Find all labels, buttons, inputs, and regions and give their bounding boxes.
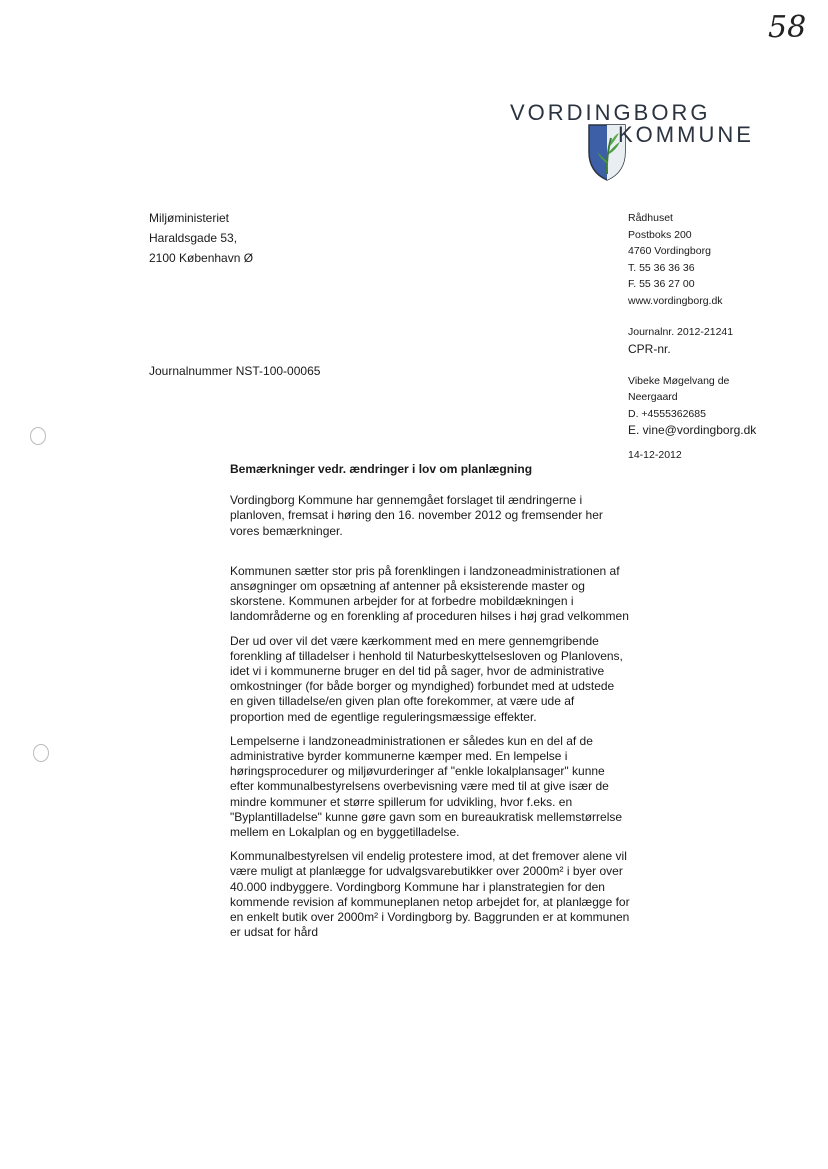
sender-website: www.vordingborg.dk [628,294,723,307]
recipient-city: 2100 København Ø [149,251,254,265]
contact-name-line2: Neergaard [628,391,678,403]
paragraph: Kommunalbestyrelsen vil endelig protestere imod, at det fremover alene vil være muligt at planlægge for udvalgsvarebutikker over 2000m² i byer over 40.000 indbyggere. Vordingborg Kommune har i planstrategien for den kommende revision af kommuneplanen netop arbejdet for, at planlægge for en enkelt butik over 2000m² i Vordingborg by. Baggrunden er at kommunen er udsat for hård [230,849,630,940]
sender-fax: F. 55 36 27 00 [628,278,695,290]
sender-cpr: CPR-nr. [628,341,671,356]
paragraph: Lempelserne i landzoneadministrationen er således kun en del af de administrative byrder kommunerne kæmper med. En lempelse i høringsprocedurer og miljøvurderinger af "enkle lokalplansager" kunne efter kommunalbestyrelsens overbevisning være med til at give især de mindre kommuner et større spillerum for udvikling, hvor f.eks. en "Byplantilladelse" kunne gøre gavn som en bureaukratisk mellemstørrelse mellem en Lokalplan og en byggetilladelse. [230,733,623,840]
sender-phone: T. 55 36 36 36 [628,261,695,274]
paragraph: Der ud over vil det være kærkomment med en mere gennemgribende forenkling af tilladelser i henhold til Naturbeskyttelsesloven og Planlovens, idet vi i kommunerne bruger en del tid på sager, hvor de administrative omkostninger (for både borger og myndighed) forbundet med at udstede en given tilladelse/en given plan ofte forekommer, at være ude af proportion med de egentlige reguleringsmæssige effekter. [230,633,623,724]
recipient-name: Miljøministeriet [149,211,230,225]
sender-journal-number: Journalnr. 2012-21241 [628,326,734,338]
sender-info [628,210,756,464]
letter-date: 14-12-2012 [628,449,682,461]
letter-body [230,462,630,949]
sender-city: 4760 Vordingborg [628,245,711,257]
recipient-address [149,208,253,268]
sender-building: Rådhuset [628,212,673,224]
contact-direct-phone: D. +4555362685 [628,407,706,420]
municipality-logo [510,100,770,185]
logo-text-line1: VORDINGBORG [510,100,711,125]
paragraph: Kommunen sætter stor pris på forenklingen i landzoneadministrationen af ansøgninger om opsætning af antenner på eksisterende master og skorstene. Kommunen arbejder for at forbedre mobildækningen i landområderne og en forenkling af proceduren hilses i høj grad velkommen [230,563,629,624]
paragraph: Vordingborg Kommune har gennemgået forslaget til ændringerne i planloven, fremsat i høring den 16. november 2012 og fremsender her vores bemærkninger. [230,493,603,538]
contact-name-line1: Vibeke Møgelvang de [628,374,730,387]
contact-email: E. vine@vordingborg.dk [628,423,757,437]
page-number: 58 [768,10,807,45]
recipient-street: Haraldsgade 53, [149,231,238,245]
punch-hole-mark [33,744,49,762]
journal-number: Journalnummer NST-100-00065 [149,364,321,378]
punch-hole-mark [30,427,46,445]
letter-heading: Bemærkninger vedr. ændringer i lov om planlægning [230,462,533,476]
logo-text-line2: KOMMUNE [618,122,754,147]
sender-po-box: Postboks 200 [628,228,692,241]
